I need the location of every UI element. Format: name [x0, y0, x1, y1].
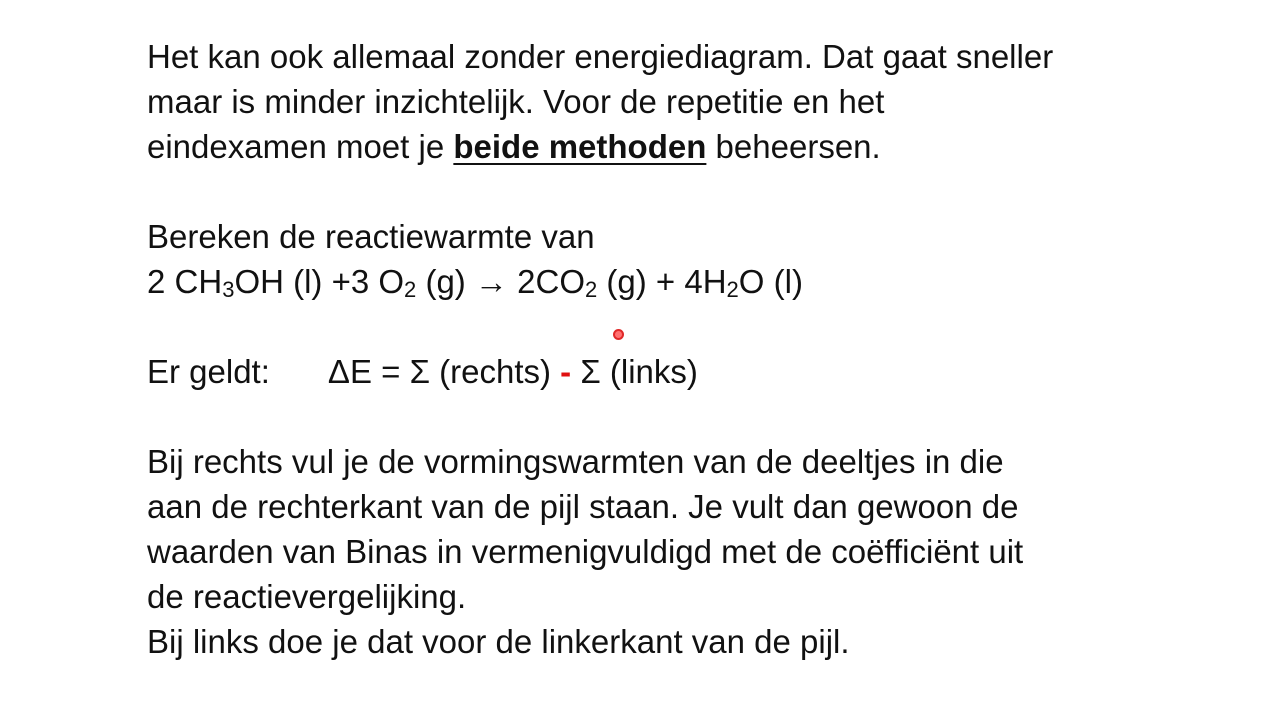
intro-line-2: maar is minder inzichtelijk. Voor de repetitie en het	[147, 83, 885, 120]
explanation-line-5: Bij links doe je dat voor de linkerkant van de pijl.	[147, 623, 850, 660]
intro-line-3-start: eindexamen moet je	[147, 128, 454, 165]
formula-label: Er geldt:	[147, 353, 270, 390]
task-block	[147, 214, 803, 304]
equation-subscript-4: 2	[726, 277, 739, 302]
explanation-line-1: Bij rechts vul je de vormingswarmten van de deeltjes in die	[147, 443, 1004, 480]
formula-minus: -	[560, 353, 572, 390]
task-heading: Bereken de reactiewarmte van	[147, 218, 595, 255]
equation-part-4: (g) + 4H	[597, 263, 727, 300]
intro-paragraph	[147, 34, 1053, 169]
explanation-line-3: waarden van Binas in vermenigvuldigd met de coëfficiënt uit	[147, 533, 1024, 570]
formula-right: Σ (links)	[571, 353, 698, 390]
emphasis-both-methods: beide methoden	[453, 128, 707, 165]
pointer-cursor-icon	[613, 329, 624, 340]
intro-line-3-end: beheersen.	[706, 128, 881, 165]
explanation-line-4: de reactievergelijking.	[147, 578, 467, 615]
formula-left: ΔE = Σ (rechts)	[327, 353, 561, 390]
equation-part-1: 2 CH	[147, 263, 223, 300]
intro-line-3	[147, 124, 1053, 169]
equation-subscript-2: 2	[404, 277, 417, 302]
explanation-paragraph	[147, 439, 1023, 664]
equation-part-5: O (l)	[738, 263, 803, 300]
equation-part-2: OH (l) +3 O	[234, 263, 405, 300]
equation-part-3: (g) → 2CO	[416, 263, 585, 300]
reaction-equation	[147, 259, 803, 304]
equation-subscript-1: 3	[222, 277, 235, 302]
formula-line	[147, 349, 698, 394]
explanation-line-2: aan de rechterkant van de pijl staan. Je vult dan gewoon de	[147, 488, 1019, 525]
equation-subscript-3: 2	[585, 277, 598, 302]
intro-line-1: Het kan ook allemaal zonder energiediagram. Dat gaat sneller	[147, 38, 1054, 75]
